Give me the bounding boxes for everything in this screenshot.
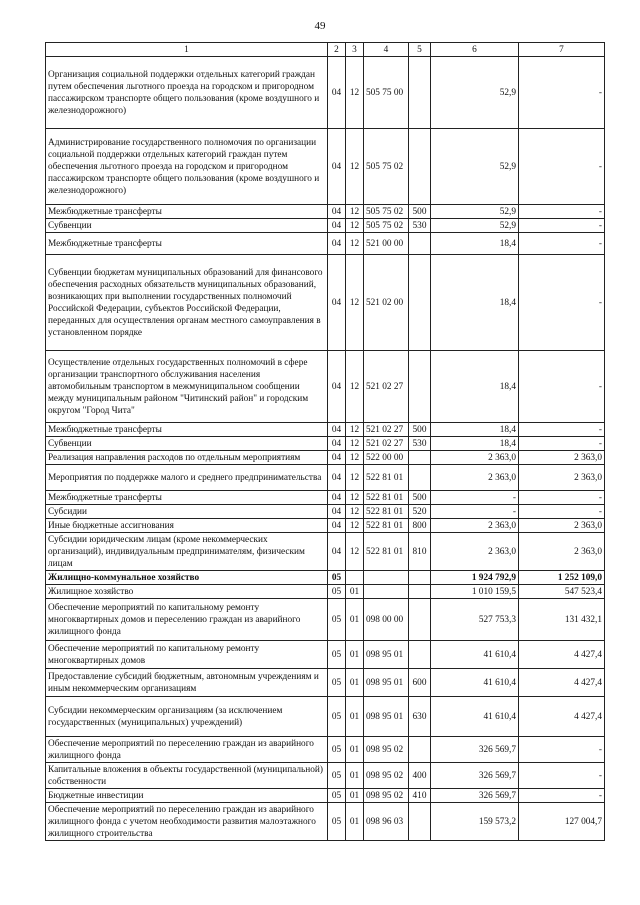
- target-article-cell: 521 00 00: [364, 233, 409, 255]
- expense-type-cell: [409, 57, 431, 129]
- section-code-cell: 04: [328, 219, 346, 233]
- amount-col6-cell: 52,9: [431, 219, 519, 233]
- item-name-cell: Организация социальной поддержки отдельных категорий граждан путем обеспечения льготного проезда на городском и пригородном пассажирском транспорте общего пользования (кроме воздушного и железнодорожного): [46, 57, 328, 129]
- header-cell: 4: [364, 43, 409, 57]
- subsection-code-cell: 01: [346, 641, 364, 669]
- expense-type-cell: [409, 585, 431, 599]
- amount-col7-cell: -: [519, 491, 605, 505]
- amount-col7-cell: 4 427,4: [519, 641, 605, 669]
- amount-col6-cell: 326 569,7: [431, 789, 519, 803]
- item-name-cell: Капитальные вложения в объекты государственной (муниципальной) собственности: [46, 763, 328, 789]
- table-row: [46, 599, 605, 641]
- subsection-code-cell: 12: [346, 129, 364, 205]
- item-name-cell: Жилищно-коммунальное хозяйство: [46, 571, 328, 585]
- expense-type-cell: [409, 129, 431, 205]
- target-article-cell: 098 95 01: [364, 641, 409, 669]
- subsection-code-cell: 01: [346, 789, 364, 803]
- amount-col6-cell: 18,4: [431, 351, 519, 423]
- section-code-cell: 04: [328, 255, 346, 351]
- amount-col7-cell: 4 427,4: [519, 697, 605, 737]
- table-row: [46, 505, 605, 519]
- section-code-cell: 05: [328, 763, 346, 789]
- amount-col6-cell: 18,4: [431, 437, 519, 451]
- section-code-cell: 04: [328, 233, 346, 255]
- table-row: [46, 669, 605, 697]
- table-row: [46, 57, 605, 129]
- expense-type-cell: 410: [409, 789, 431, 803]
- table-body: [46, 57, 605, 841]
- amount-col6-cell: 2 363,0: [431, 451, 519, 465]
- table-row: [46, 255, 605, 351]
- amount-col7-cell: -: [519, 57, 605, 129]
- section-code-cell: 04: [328, 205, 346, 219]
- target-article-cell: 098 95 02: [364, 737, 409, 763]
- item-name-cell: Субвенции бюджетам муниципальных образований для финансового обеспечения расходных обязательств муниципальных образований, возникающих при выполнении государственных полномочий Российской Федерации, субъектов Российской Федерации, переданных для осуществления органам местного самоуправления в установленном порядке: [46, 255, 328, 351]
- table-row: [46, 465, 605, 491]
- table-row: [46, 533, 605, 571]
- item-name-cell: Администрирование государственного полномочия по организации социальной поддержки отдельных категорий граждан путем обеспечения льготного проезда на городском и пригородном пассажирском транспорте общего пользования (кроме воздушного и железнодорожного): [46, 129, 328, 205]
- subsection-code-cell: 12: [346, 423, 364, 437]
- target-article-cell: 521 02 27: [364, 351, 409, 423]
- table-row: [46, 423, 605, 437]
- section-code-cell: 05: [328, 803, 346, 841]
- expense-type-cell: [409, 255, 431, 351]
- amount-col7-cell: -: [519, 255, 605, 351]
- expense-type-cell: 530: [409, 219, 431, 233]
- subsection-code-cell: [346, 571, 364, 585]
- header-cell: 2: [328, 43, 346, 57]
- expense-type-cell: 630: [409, 697, 431, 737]
- amount-col6-cell: 2 363,0: [431, 519, 519, 533]
- amount-col6-cell: 1 010 159,5: [431, 585, 519, 599]
- target-article-cell: 098 96 03: [364, 803, 409, 841]
- item-name-cell: Иные бюджетные ассигнования: [46, 519, 328, 533]
- section-code-cell: 04: [328, 351, 346, 423]
- subsection-code-cell: 01: [346, 697, 364, 737]
- amount-col7-cell: -: [519, 763, 605, 789]
- target-article-cell: 098 95 01: [364, 697, 409, 737]
- amount-col7-cell: -: [519, 233, 605, 255]
- table-row: [46, 737, 605, 763]
- table-row: [46, 205, 605, 219]
- expense-type-cell: 530: [409, 437, 431, 451]
- subsection-code-cell: 12: [346, 437, 364, 451]
- section-code-cell: 04: [328, 129, 346, 205]
- target-article-cell: 521 02 27: [364, 437, 409, 451]
- subsection-code-cell: 12: [346, 351, 364, 423]
- subsection-code-cell: 12: [346, 533, 364, 571]
- section-code-cell: 05: [328, 585, 346, 599]
- table-row: [46, 219, 605, 233]
- expense-type-cell: [409, 803, 431, 841]
- item-name-cell: Межбюджетные трансферты: [46, 205, 328, 219]
- section-code-cell: 04: [328, 57, 346, 129]
- item-name-cell: Бюджетные инвестиции: [46, 789, 328, 803]
- header-cell: 1: [46, 43, 328, 57]
- expense-type-cell: 500: [409, 491, 431, 505]
- target-article-cell: [364, 571, 409, 585]
- item-name-cell: Обеспечение мероприятий по переселению граждан из аварийного жилищного фонда с учетом необходимости развития малоэтажного жилищного строительства: [46, 803, 328, 841]
- amount-col7-cell: 127 004,7: [519, 803, 605, 841]
- section-code-cell: 04: [328, 519, 346, 533]
- subsection-code-cell: 12: [346, 465, 364, 491]
- amount-col7-cell: 1 252 109,0: [519, 571, 605, 585]
- amount-col7-cell: 2 363,0: [519, 533, 605, 571]
- subsection-code-cell: 01: [346, 763, 364, 789]
- amount-col6-cell: 1 924 792,9: [431, 571, 519, 585]
- subsection-code-cell: 01: [346, 599, 364, 641]
- subsection-code-cell: 01: [346, 803, 364, 841]
- section-code-cell: 04: [328, 437, 346, 451]
- item-name-cell: Реализация направления расходов по отдельным мероприятиям: [46, 451, 328, 465]
- amount-col6-cell: -: [431, 491, 519, 505]
- expense-type-cell: 800: [409, 519, 431, 533]
- subsection-code-cell: 12: [346, 233, 364, 255]
- expense-type-cell: 810: [409, 533, 431, 571]
- target-article-cell: 098 95 01: [364, 669, 409, 697]
- table-row: [46, 571, 605, 585]
- amount-col7-cell: 131 432,1: [519, 599, 605, 641]
- target-article-cell: 521 02 27: [364, 423, 409, 437]
- target-article-cell: 505 75 02: [364, 129, 409, 205]
- amount-col7-cell: -: [519, 351, 605, 423]
- amount-col7-cell: -: [519, 437, 605, 451]
- item-name-cell: Жилищное хозяйство: [46, 585, 328, 599]
- amount-col6-cell: 326 569,7: [431, 763, 519, 789]
- subsection-code-cell: 12: [346, 255, 364, 351]
- target-article-cell: 505 75 02: [364, 219, 409, 233]
- section-code-cell: 05: [328, 669, 346, 697]
- subsection-code-cell: 12: [346, 205, 364, 219]
- target-article-cell: 505 75 00: [364, 57, 409, 129]
- table-row: [46, 789, 605, 803]
- item-name-cell: Межбюджетные трансферты: [46, 491, 328, 505]
- expense-type-cell: [409, 233, 431, 255]
- item-name-cell: Межбюджетные трансферты: [46, 233, 328, 255]
- table-row: [46, 233, 605, 255]
- target-article-cell: 505 75 02: [364, 205, 409, 219]
- amount-col7-cell: -: [519, 205, 605, 219]
- subsection-code-cell: 12: [346, 505, 364, 519]
- header-row: [46, 43, 605, 57]
- subsection-code-cell: 01: [346, 585, 364, 599]
- amount-col6-cell: 52,9: [431, 205, 519, 219]
- amount-col6-cell: 41 610,4: [431, 641, 519, 669]
- amount-col6-cell: 2 363,0: [431, 533, 519, 571]
- section-code-cell: 05: [328, 789, 346, 803]
- header-cell: 3: [346, 43, 364, 57]
- expense-type-cell: 520: [409, 505, 431, 519]
- amount-col6-cell: 18,4: [431, 423, 519, 437]
- target-article-cell: 522 81 01: [364, 491, 409, 505]
- table-row: [46, 803, 605, 841]
- expense-type-cell: [409, 571, 431, 585]
- section-code-cell: 04: [328, 505, 346, 519]
- amount-col7-cell: 2 363,0: [519, 519, 605, 533]
- section-code-cell: 04: [328, 491, 346, 505]
- item-name-cell: Субвенции: [46, 219, 328, 233]
- target-article-cell: 521 02 00: [364, 255, 409, 351]
- amount-col7-cell: -: [519, 789, 605, 803]
- table-row: [46, 519, 605, 533]
- amount-col7-cell: -: [519, 423, 605, 437]
- section-code-cell: 05: [328, 599, 346, 641]
- table-row: [46, 697, 605, 737]
- table-row: [46, 351, 605, 423]
- subsection-code-cell: 12: [346, 219, 364, 233]
- amount-col7-cell: -: [519, 505, 605, 519]
- subsection-code-cell: 01: [346, 669, 364, 697]
- table-row: [46, 585, 605, 599]
- amount-col7-cell: -: [519, 219, 605, 233]
- section-code-cell: 04: [328, 451, 346, 465]
- amount-col6-cell: 41 610,4: [431, 697, 519, 737]
- table-row: [46, 451, 605, 465]
- amount-col6-cell: 52,9: [431, 57, 519, 129]
- target-article-cell: 522 81 01: [364, 505, 409, 519]
- item-name-cell: Субсидии юридическим лицам (кроме некоммерческих организаций), индивидуальным предпринимателям, физическим лицам: [46, 533, 328, 571]
- expense-type-cell: [409, 465, 431, 491]
- item-name-cell: Субсидии некоммерческим организациям (за исключением государственных (муниципальных) учреждений): [46, 697, 328, 737]
- amount-col6-cell: 18,4: [431, 255, 519, 351]
- amount-col7-cell: -: [519, 129, 605, 205]
- item-name-cell: Мероприятия по поддержке малого и среднего предпринимательства: [46, 465, 328, 491]
- expense-type-cell: [409, 451, 431, 465]
- amount-col6-cell: 41 610,4: [431, 669, 519, 697]
- expense-type-cell: 600: [409, 669, 431, 697]
- item-name-cell: Обеспечение мероприятий по капитальному ремонту многоквартирных домов и переселению граждан из аварийного жилищного фонда: [46, 599, 328, 641]
- section-code-cell: 05: [328, 737, 346, 763]
- amount-col7-cell: -: [519, 737, 605, 763]
- subsection-code-cell: 12: [346, 519, 364, 533]
- amount-col7-cell: 4 427,4: [519, 669, 605, 697]
- target-article-cell: 522 00 00: [364, 451, 409, 465]
- item-name-cell: Субсидии: [46, 505, 328, 519]
- amount-col6-cell: 52,9: [431, 129, 519, 205]
- table-row: [46, 491, 605, 505]
- target-article-cell: 098 95 02: [364, 789, 409, 803]
- target-article-cell: 522 81 01: [364, 533, 409, 571]
- item-name-cell: Межбюджетные трансферты: [46, 423, 328, 437]
- amount-col7-cell: 2 363,0: [519, 465, 605, 491]
- amount-col6-cell: 18,4: [431, 233, 519, 255]
- target-article-cell: 098 95 02: [364, 763, 409, 789]
- amount-col7-cell: 2 363,0: [519, 451, 605, 465]
- expense-type-cell: [409, 641, 431, 669]
- section-code-cell: 04: [328, 423, 346, 437]
- target-article-cell: 522 81 01: [364, 519, 409, 533]
- expense-type-cell: 400: [409, 763, 431, 789]
- amount-col6-cell: 326 569,7: [431, 737, 519, 763]
- table-row: [46, 437, 605, 451]
- item-name-cell: Обеспечение мероприятий по капитальному ремонту многоквартирных домов: [46, 641, 328, 669]
- amount-col6-cell: 527 753,3: [431, 599, 519, 641]
- section-code-cell: 04: [328, 533, 346, 571]
- item-name-cell: Субвенции: [46, 437, 328, 451]
- item-name-cell: Осуществление отдельных государственных полномочий в сфере организации транспортного обслуживания населения автомобильным транспортом в межмуниципальном сообщении между муниципальным районом "Читинский район" и городским округом "Город Чита": [46, 351, 328, 423]
- target-article-cell: 098 00 00: [364, 599, 409, 641]
- expense-type-cell: [409, 599, 431, 641]
- target-article-cell: [364, 585, 409, 599]
- amount-col6-cell: 159 573,2: [431, 803, 519, 841]
- subsection-code-cell: 12: [346, 491, 364, 505]
- section-code-cell: 05: [328, 641, 346, 669]
- expense-type-cell: [409, 737, 431, 763]
- subsection-code-cell: 01: [346, 737, 364, 763]
- expense-type-cell: [409, 351, 431, 423]
- subsection-code-cell: 12: [346, 451, 364, 465]
- item-name-cell: Предоставление субсидий бюджетным, автономным учреждениям и иным некоммерческим организациям: [46, 669, 328, 697]
- page-number: 49: [314, 20, 326, 32]
- amount-col6-cell: 2 363,0: [431, 465, 519, 491]
- header-cell: 5: [409, 43, 431, 57]
- table-row: [46, 763, 605, 789]
- table-row: [46, 129, 605, 205]
- target-article-cell: 522 81 01: [364, 465, 409, 491]
- table-row: [46, 641, 605, 669]
- budget-table: [45, 42, 605, 841]
- section-code-cell: 05: [328, 697, 346, 737]
- header-cell: 6: [431, 43, 519, 57]
- expense-type-cell: 500: [409, 423, 431, 437]
- header-cell: 7: [519, 43, 605, 57]
- amount-col6-cell: -: [431, 505, 519, 519]
- section-code-cell: 04: [328, 465, 346, 491]
- section-code-cell: 05: [328, 571, 346, 585]
- item-name-cell: Обеспечение мероприятий по переселению граждан из аварийного жилищного фонда: [46, 737, 328, 763]
- subsection-code-cell: 12: [346, 57, 364, 129]
- amount-col7-cell: 547 523,4: [519, 585, 605, 599]
- expense-type-cell: 500: [409, 205, 431, 219]
